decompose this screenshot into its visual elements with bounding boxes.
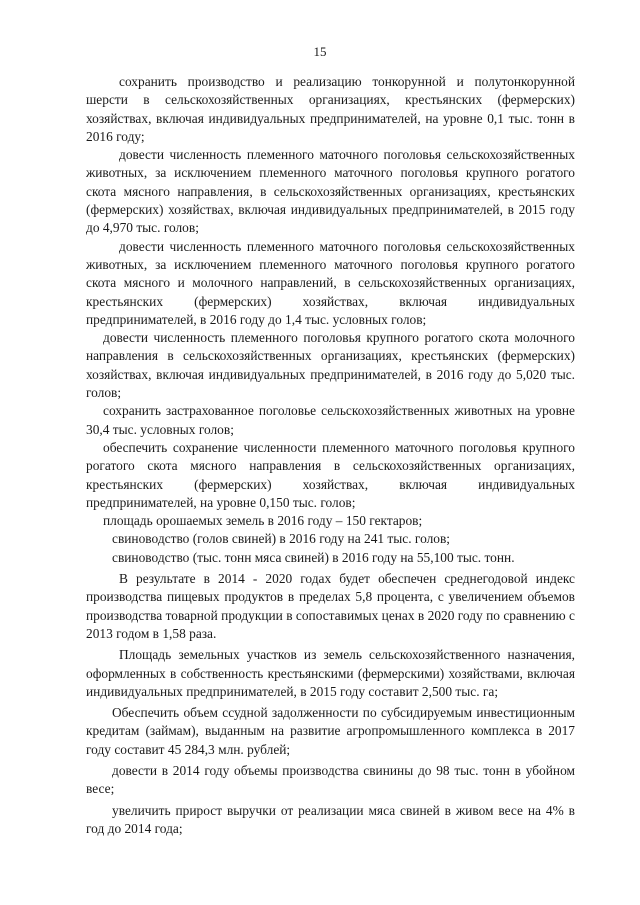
- page-number: 15: [313, 44, 327, 59]
- paragraph-land-plots: Площадь земельных участков из земель сельскохозяйственного назначения, оформленных в собственность крестьянскими (фермерскими) хозяйствами, включая индивидуальных предпринимателей, в 2015 году составит 2,500 тыс. га;: [86, 647, 575, 699]
- paragraph-wool-production: сохранить производство и реализацию тонкорунной и полутонкорунной шерсти в сельскохозяйственных организациях, крестьянских (фермерских) хозяйствах, включая индивидуальных предпринимателей, на уровне 0,1 тыс. тонн в 2016 году;: [86, 74, 575, 144]
- document-body: [86, 73, 575, 838]
- paragraph-pig-heads: свиноводство (голов свиней) в 2016 году на 241 тыс. голов;: [112, 531, 451, 547]
- paragraph-irrigated-land: площадь орошаемых земель в 2016 году – 150 гектаров;: [103, 513, 423, 529]
- paragraph-pork-production: довести в 2014 году объемы производства свинины до 98 тыс. тонн в убойном весе;: [86, 762, 575, 797]
- paragraph-dairy-cattle: довести численность племенного поголовья крупного рогатого скота молочного направления в сельскохозяйственных организациях, крестьянских (фермерских) хозяйствах, включая индивидуальных предпринимателей, в 2016 году до 5,020 тыс. голов;: [86, 330, 575, 401]
- paragraph-insured-livestock: сохранить застрахованное поголовье сельскохозяйственных животных на уровне 30,4 тыс. условных голов;: [86, 403, 575, 437]
- paragraph-breeding-livestock-2016: довести численность племенного маточного поголовья сельскохозяйственных животных, за исключением племенного маточного поголовья крупного рогатого скота мясного и молочного направлений, в сельскохозяйственных организациях, крестьянских (фермерских) хозяйствах, включая индивидуальных предпринимателей, в 2016 году до 1,4 тыс. условных голов;: [86, 238, 575, 327]
- paragraph-food-production-index: В результате в 2014 - 2020 годах будет обеспечен среднегодовой индекс производства пищевых продуктов в пределах 5,8 процента, с увеличением объемов производства товарной продукции в сопоставимых ценах в 2020 году по сравнению с 2013 годом в 1,58 раза.: [86, 571, 575, 641]
- paragraph-beef-cattle: обеспечить сохранение численности племенного маточного поголовья крупного рогатого скота мясного направления в сельскохозяйственных организациях, крестьянских (фермерских) хозяйствах, включая индивидуальных предпринимателей, на уровне 0,150 тыс. голов;: [86, 439, 575, 510]
- paragraph-pork-revenue: увеличить прирост выручки от реализации мяса свиней в живом весе на 4% в год до 2014 года;: [86, 802, 575, 836]
- paragraph-pig-meat: свиноводство (тыс. тонн мяса свиней) в 2016 году на 55,100 тыс. тонн.: [112, 549, 515, 565]
- paragraph-loan-debt: Обеспечить объем ссудной задолженности по субсидируемым инвестиционным кредитам (займам), выданным на развитие агропромышленного комплекса в 2017 году составит 45 284,3 млн. рублей;: [86, 705, 575, 757]
- paragraph-breeding-livestock-2015: довести численность племенного маточного поголовья сельскохозяйственных животных, за исключением племенного маточного поголовья крупного рогатого скота мясного направления, в сельскохозяйственных организациях, крестьянских (фермерских) хозяйствах, включая индивидуальных предпринимателей, в 2015 году до 4,970 тыс. голов;: [86, 147, 575, 236]
